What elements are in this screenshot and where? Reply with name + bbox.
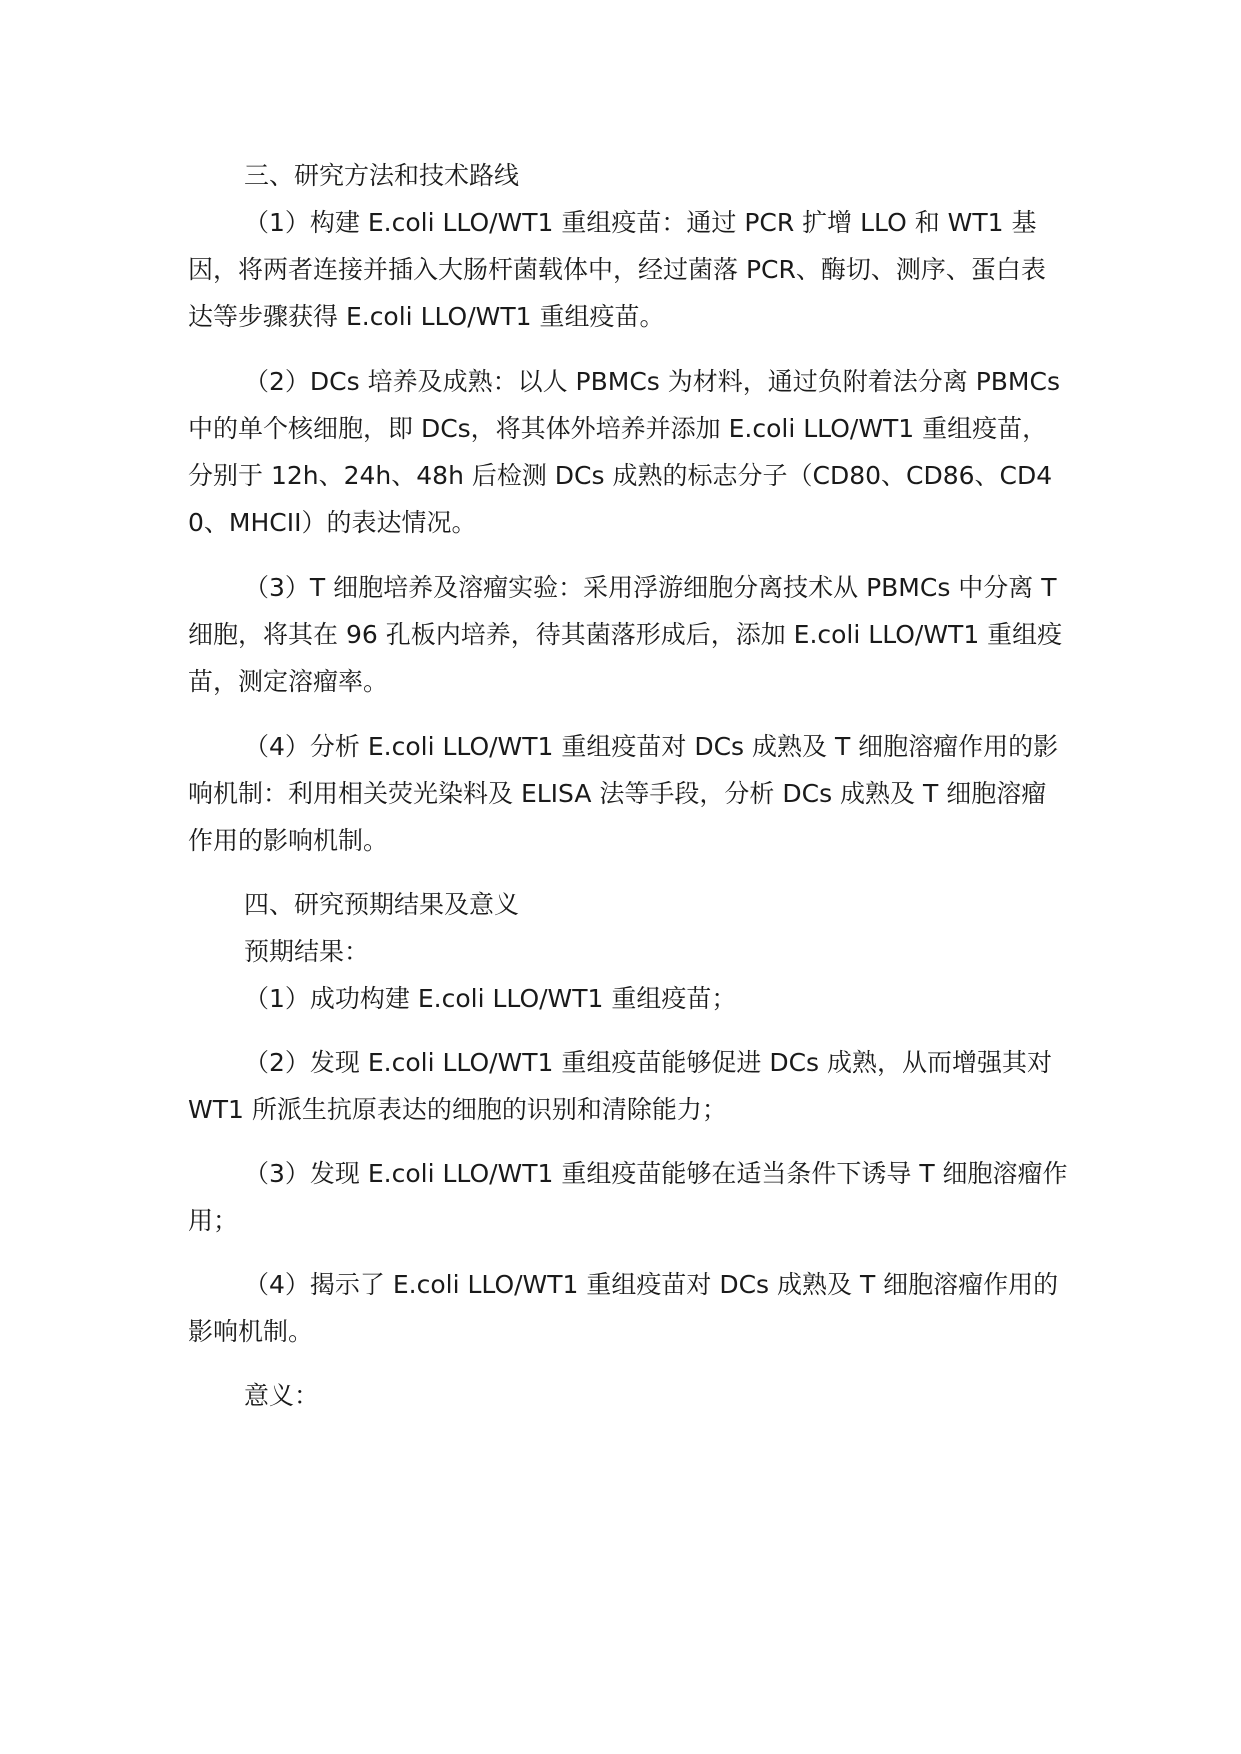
significance-label: 意义： <box>244 1381 320 1410</box>
expected-results-label: 预期结果： <box>244 937 370 966</box>
expected-item-2: （2）发现 E.coli LLO/WT1 重组疫苗能够促进 DCs 成熟，从而增强其对 WT1 所派生抗原表达的细胞的识别和清除能力； <box>188 1048 1053 1124</box>
method-item-4: （4）分析 E.coli LLO/WT1 重组疫苗对 DCs 成熟及 T 细胞溶瘤作用的影响机制：利用相关荧光染料及 ELISA 法等手段，分析 DCs 成熟及 T 细胞溶瘤作用的影响机制。 <box>188 732 1059 855</box>
method-item-3: （3）T 细胞培养及溶瘤实验：采用浮游细胞分离技术从 PBMCs 中分离 T 细胞，将其在 96 孔板内培养，待其菌落形成后，添加 E.coli LLO/WT1 重组疫苗，测定溶瘤率。 <box>188 573 1063 696</box>
document-page <box>188 152 1068 1419</box>
expected-item-3: （3）发现 E.coli LLO/WT1 重组疫苗能够在适当条件下诱导 T 细胞溶瘤作用； <box>188 1159 1068 1235</box>
method-item-2: （2）DCs 培养及成熟：以人 PBMCs 为材料，通过负附着法分离 PBMCs 中的单个核细胞，即 DCs，将其体外培养并添加 E.coli LLO/WT1 重组疫苗，分别于 12h、24h、48h 后检测 DCs 成熟的标志分子（CD80、CD86、CD40、MHCII）的表达情况。 <box>188 367 1060 537</box>
section-4-title: 四、研究预期结果及意义 <box>244 890 520 919</box>
expected-item-4: （4）揭示了 E.coli LLO/WT1 重组疫苗对 DCs 成熟及 T 细胞溶瘤作用的影响机制。 <box>188 1270 1059 1346</box>
section-3-title: 三、研究方法和技术路线 <box>244 161 520 190</box>
method-item-1: （1）构建 E.coli LLO/WT1 重组疫苗：通过 PCR 扩增 LLO 和 WT1 基因，将两者连接并插入大肠杆菌载体中，经过菌落 PCR、酶切、测序、蛋白表达等步骤获得 E.coli LLO/WT1 重组疫苗。 <box>188 208 1046 331</box>
expected-item-1: （1）成功构建 E.coli LLO/WT1 重组疫苗； <box>244 984 737 1013</box>
